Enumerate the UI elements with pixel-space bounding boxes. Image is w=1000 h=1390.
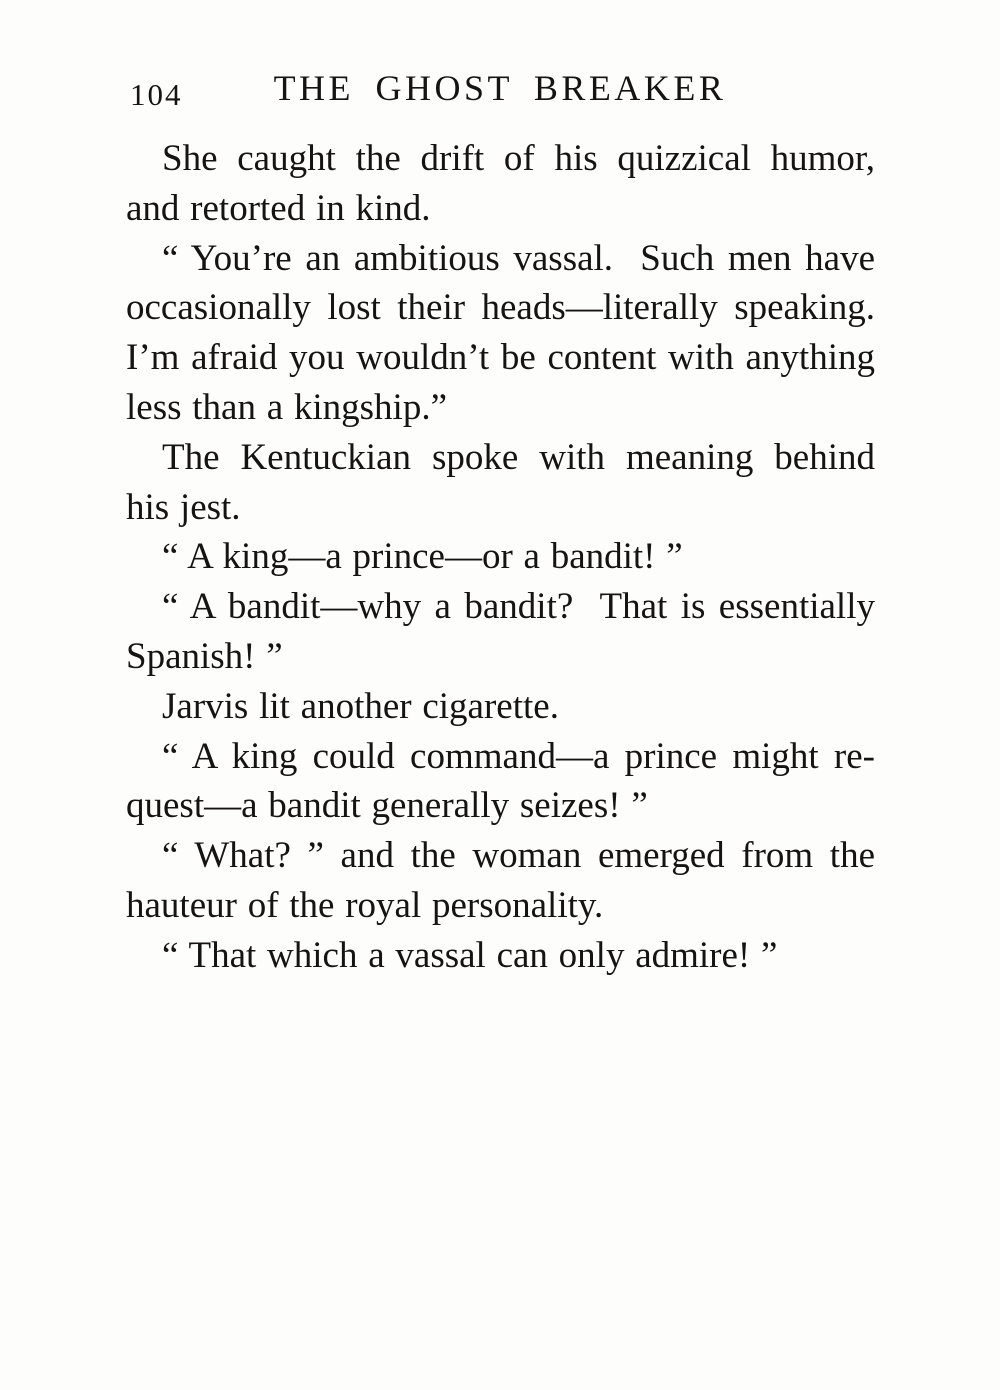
text-line: Spanish! ” xyxy=(126,635,283,677)
text-line: less than a kingship.” xyxy=(126,386,448,428)
text-line: “ A king—a prince—or a bandit! ” xyxy=(162,536,683,578)
text-line: occasionally lost their heads—literally speaking. xyxy=(126,287,875,329)
page-body xyxy=(126,134,875,981)
text-line: “ You’re an ambitious vassal. Such men have xyxy=(162,237,875,279)
text-line: “ What? ” and the woman emerged from the xyxy=(162,835,875,877)
text-line: and retorted in kind. xyxy=(126,187,431,229)
text-line: Jarvis lit another cigarette. xyxy=(162,685,559,727)
text-line: “ That which a vassal can only admire! ” xyxy=(162,934,778,976)
text-line: his jest. xyxy=(126,486,241,528)
text-line: hauteur of the royal personality. xyxy=(126,884,604,926)
page-number: 104 xyxy=(130,77,183,112)
running-title: THE GHOST BREAKER xyxy=(273,68,727,108)
text-line: I’m afraid you wouldn’t be content with anything xyxy=(126,337,875,379)
text-line: The Kentuckian spoke with meaning behind xyxy=(162,436,875,478)
text-line: “ A bandit—why a bandit? That is essentially xyxy=(162,586,875,628)
text-line: quest—a bandit generally seizes! ” xyxy=(126,785,648,827)
text-line: She caught the drift of his quizzical humor, xyxy=(162,138,875,179)
page-header xyxy=(0,70,1000,116)
text-line: “ A king could command—a prince might re- xyxy=(162,735,875,777)
